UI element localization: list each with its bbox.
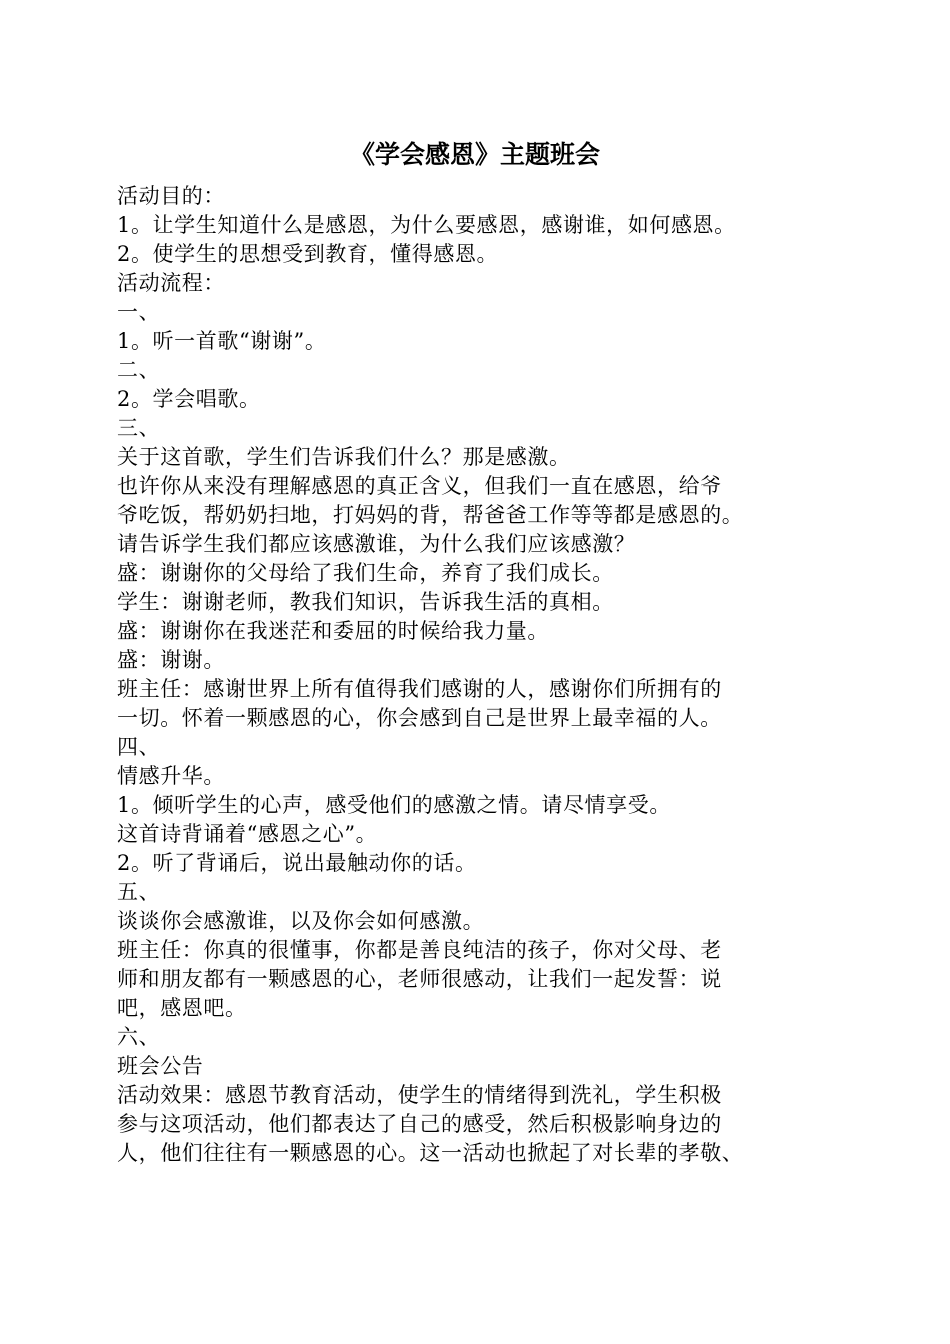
paragraph-line: 学生：谢谢老师，教我们知识，告诉我生活的真相。 xyxy=(117,590,614,614)
paragraph-line: 四、 xyxy=(117,735,161,759)
paragraph-line: 三、 xyxy=(117,416,161,440)
paragraph-line: 活动目的： xyxy=(117,184,225,208)
paragraph-line: 2。学会唱歌。 xyxy=(117,387,261,411)
paragraph-line: 师和朋友都有一颗感恩的心，老师很感动，让我们一起发誓：说 xyxy=(117,967,722,991)
paragraph-line: 六、 xyxy=(117,1025,161,1049)
paragraph-line: 班主任：你真的很懂事，你都是善良纯洁的孩子，你对父母、老 xyxy=(117,938,722,962)
paragraph-line: 2。使学生的思想受到教育，懂得感恩。 xyxy=(117,242,499,266)
paragraph-line: 一、 xyxy=(117,300,161,324)
paragraph-line: 盛：谢谢你在我迷茫和委屈的时候给我力量。 xyxy=(117,619,549,643)
paragraph-line: 盛：谢谢你的父母给了我们生命，养育了我们成长。 xyxy=(117,561,614,585)
paragraph-line: 关于这首歌，学生们告诉我们什么？那是感激。 xyxy=(117,445,571,469)
paragraph-line: 一切。怀着一颗感恩的心，你会感到自己是世界上最幸福的人。 xyxy=(117,706,722,730)
paragraph-line: 人，他们往往有一颗感恩的心。这一活动也掀起了对长辈的孝敬、 xyxy=(117,1141,744,1165)
paragraph-line: 吧，感恩吧。 xyxy=(117,996,247,1020)
paragraph-line: 2。听了背诵后，说出最触动你的话。 xyxy=(117,851,477,875)
document-body xyxy=(117,182,839,1168)
document-title: 《学会感恩》主题班会 xyxy=(349,140,600,169)
paragraph-line: 情感升华。 xyxy=(117,764,225,788)
paragraph-line: 活动流程： xyxy=(117,271,225,295)
paragraph-line: 也许你从来没有理解感恩的真正含义，但我们一直在感恩，给爷 xyxy=(117,474,722,498)
paragraph-line: 1。让学生知道什么是感恩，为什么要感恩，感谢谁，如何感恩。 xyxy=(117,213,736,237)
paragraph-line: 参与这项活动，他们都表达了自己的感受，然后积极影响身边的 xyxy=(117,1112,722,1136)
paragraph-line: 盛：谢谢。 xyxy=(117,648,225,672)
paragraph-line: 请告诉学生我们都应该感激谁，为什么我们应该感激？ xyxy=(117,532,636,556)
paragraph-line: 谈谈你会感激谁，以及你会如何感激。 xyxy=(117,909,485,933)
paragraph-line: 五、 xyxy=(117,880,161,904)
paragraph-line: 这首诗背诵着“感恩之心”。 xyxy=(117,822,378,846)
paragraph-line: 二、 xyxy=(117,358,161,382)
paragraph-line: 活动效果：感恩节教育活动，使学生的情绪得到洗礼，学生积极 xyxy=(117,1083,722,1107)
paragraph-line: 班主任：感谢世界上所有值得我们感谢的人，感谢你们所拥有的 xyxy=(117,677,722,701)
paragraph-line: 1。听一首歌“谢谢”。 xyxy=(117,329,327,353)
paragraph-line: 爷吃饭，帮奶奶扫地，打妈妈的背，帮爸爸工作等等都是感恩的。 xyxy=(117,503,744,527)
paragraph-line: 班会公告 xyxy=(117,1054,204,1078)
paragraph-line: 1。倾听学生的心声，感受他们的感激之情。请尽情享受。 xyxy=(117,793,671,817)
